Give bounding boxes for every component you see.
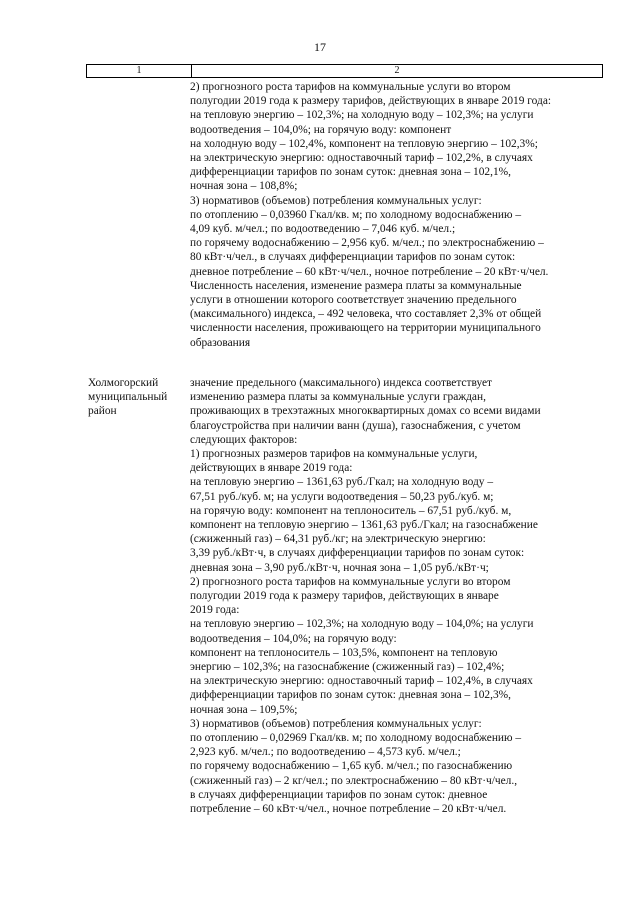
text-line: значение предельного (максимального) индекса соответствует [190, 377, 493, 389]
page-number: 17 [314, 40, 326, 54]
header-col-1: 1 [87, 65, 192, 77]
table-header-row [86, 64, 603, 78]
text-block-kholmogorsky [190, 376, 610, 816]
text-line: 3) нормативов (объемов) потребления коммунальных услуг: [190, 717, 482, 730]
text-line: полугодии 2019 года к размеру тарифов, действующих в январе [190, 590, 499, 603]
text-line: 2) прогнозного роста тарифов на коммунальные услуги во втором [190, 575, 511, 588]
text-line: 2,923 куб. м/чел.; по водоотведению – 4,573 куб. м/чел.; [190, 746, 461, 759]
text-line: (максимального) индекса, – 492 человека, что составляет 2,3% от общей [190, 308, 542, 321]
text-line: полугодии 2019 года к размеру тарифов, действующих в январе 2019 года: [190, 95, 552, 108]
text-line: 1) прогнозных размеров тарифов на коммунальные услуги, [190, 448, 478, 461]
text-line: 3) нормативов (объемов) потребления коммунальных услуг: [190, 194, 482, 207]
text-line: проживающих в трехэтажных многоквартирных домах со всеми видами [190, 405, 541, 418]
text-block-previous-district [190, 80, 610, 350]
text-line: ночная зона – 109,5%; [190, 703, 298, 716]
text-line: 2) прогнозного роста тарифов на коммунальные услуги во втором [190, 81, 511, 93]
text-line: на электрическую энергию: одноставочный тариф – 102,2%, в случаях [190, 152, 533, 165]
text-line: 3,39 руб./кВт·ч, в случаях дифференциации тарифов по зонам суток: [190, 547, 525, 560]
text-line: следующих факторов: [190, 433, 298, 446]
text-line: дифференциации тарифов по зонам суток: дневная зона – 102,1%, [190, 166, 511, 179]
text-line: водоотведения – 104,0%; на горячую воду: [190, 632, 397, 645]
district-name [88, 376, 188, 419]
text-line: водоотведения – 104,0%; на горячую воду: компонент [190, 123, 452, 136]
text-line: по отоплению – 0,03960 Гкал/кв. м; по холодному водоснабжению – [190, 208, 522, 221]
text-line: 67,51 руб./куб. м; на услуги водоотведения – 50,23 руб./куб. м; [190, 490, 494, 503]
text-line: (сжиженный газ) – 2 кг/чел.; по электроснабжению – 80 кВт·ч/чел., [190, 774, 518, 787]
text-line: на горячую воду: компонент на теплоноситель – 67,51 руб./куб. м, [190, 504, 512, 517]
text-line: по отоплению – 0,02969 Гкал/кв. м; по холодному водоснабжению – [190, 732, 522, 745]
text-line: 2019 года: [190, 604, 240, 617]
text-line: 80 кВт·ч/чел., в случаях дифференциации тарифов по зонам суток: [190, 251, 516, 264]
text-line: благоустройства при наличии ванн (душа), газоснабжения, с учетом [190, 419, 521, 432]
text-line: в случаях дифференциации тарифов по зонам суток: дневное [190, 788, 488, 801]
text-line: на тепловую энергию – 102,3%; на холодную воду – 102,3%; на услуги [190, 109, 534, 122]
text-line: по горячему водоснабжению – 2,956 куб. м/чел.; по электроснабжению – [190, 237, 544, 250]
text-line: по горячему водоснабжению – 1,65 куб. м/чел.; по газоснабжению [190, 760, 513, 773]
text-line: (сжиженный газ) – 64,31 руб./кг; на электрическую энергию: [190, 533, 486, 546]
text-line: изменению размера платы за коммунальные услуги граждан, [190, 391, 486, 404]
district-name-line: муниципальный [88, 391, 168, 404]
text-line: компонент на тепловую энергию – 1361,63 руб./Гкал; на газоснабжение [190, 519, 538, 532]
header-col-2: 2 [394, 65, 400, 76]
text-line: действующих в январе 2019 года: [190, 462, 353, 475]
text-line: дифференциации тарифов по зонам суток: дневная зона – 102,3%, [190, 689, 511, 702]
text-line: на холодную воду – 102,4%, компонент на тепловую энергию – 102,3%; [190, 137, 538, 150]
text-line: на тепловую энергию – 1361,63 руб./Гкал; на холодную воду – [190, 476, 494, 489]
text-line: численности населения, проживающего на территории муниципального [190, 322, 541, 335]
text-line: дневное потребление – 60 кВт·ч/чел., ночное потребление – 20 кВт·ч/чел. [190, 265, 549, 278]
text-line: энергию – 102,3%; на газоснабжение (сжиженный газ) – 102,4%; [190, 661, 505, 674]
text-line: ночная зона – 108,8%; [190, 180, 298, 193]
text-line: на тепловую энергию – 102,3%; на холодную воду – 104,0%; на услуги [190, 618, 534, 631]
district-name-line: район [88, 405, 117, 418]
district-name-line: Холмогорский [88, 377, 159, 389]
text-line: 4,09 куб. м/чел.; по водоотведению – 7,046 куб. м/чел.; [190, 223, 456, 236]
text-line: потребление – 60 кВт·ч/чел., ночное потребление – 20 кВт·ч/чел. [190, 803, 507, 816]
text-line: образования [190, 336, 251, 349]
text-line: услуги в отношении которого соответствует значению предельного [190, 294, 517, 307]
text-line: Численность населения, изменение размера платы за коммунальные [190, 279, 522, 292]
text-line: компонент на теплоноситель – 103,5%, компонент на тепловую [190, 646, 498, 659]
text-line: на электрическую энергию: одноставочный тариф – 102,4%, в случаях [190, 675, 533, 688]
text-line: дневная зона – 3,90 руб./кВт·ч, ночная зона – 1,05 руб./кВт·ч; [190, 561, 489, 574]
